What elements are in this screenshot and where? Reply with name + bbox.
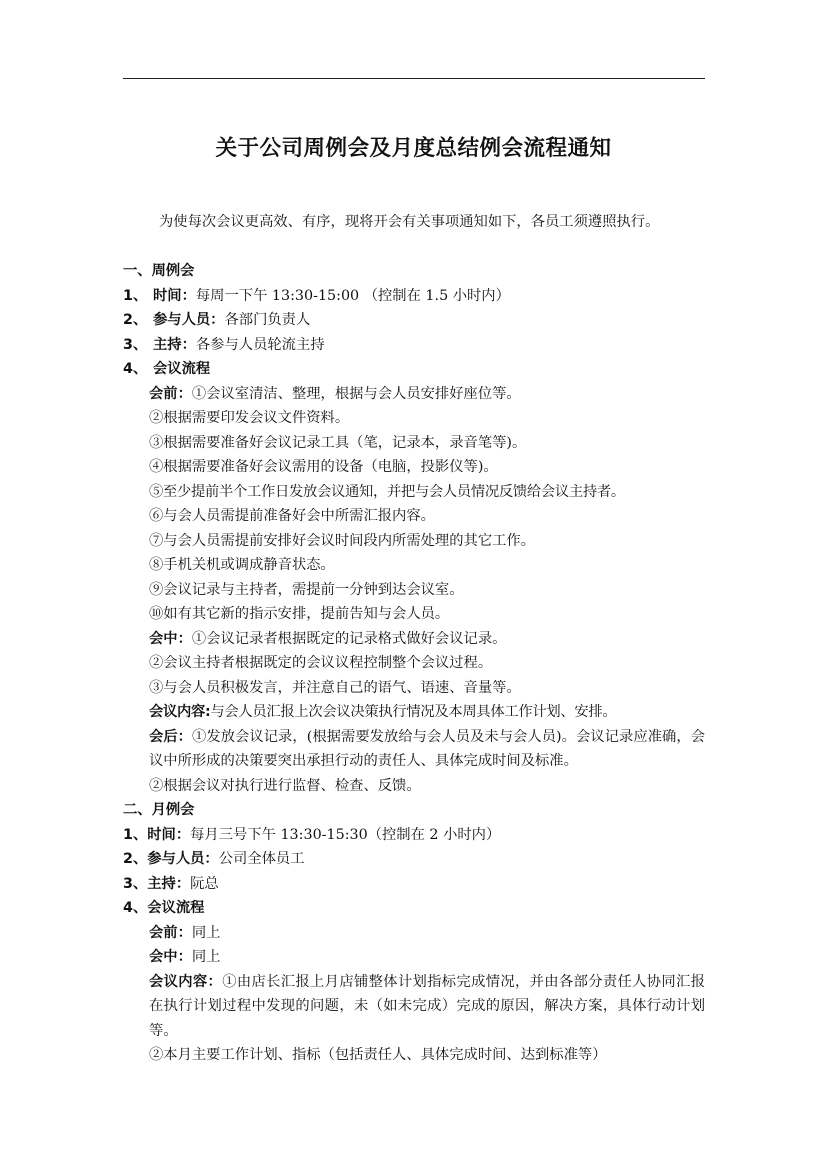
phase-label: 会前： <box>149 385 192 402</box>
list-item: ③根据需要准备好会议记录工具（笔，记录本，录音笔等)。 <box>149 434 527 451</box>
phase-label: 会后： <box>149 728 193 745</box>
content-text: 同上 <box>191 949 221 965</box>
list-item: ②会议主持者根据既定的会议议程控制整个会议过程。 <box>149 655 493 671</box>
item-label: 主持： <box>147 875 191 892</box>
item-number: 1、 <box>123 287 148 304</box>
weekly-during-line <box>123 627 705 652</box>
weekly-before-line <box>123 382 705 407</box>
phase-label: 会议内容: <box>149 704 211 720</box>
section-heading-monthly: 二、月例会 <box>123 802 195 818</box>
item-number: 3、 <box>123 875 148 892</box>
item-text: 每周一下午 13:30-15:00 （控制在 1.5 小时内） <box>195 287 510 304</box>
content-text: ①由店长汇报上月店铺整体计划指标完成情况，并由各部分责任人协同汇报在执行计划过程中发现的问题，未（如未完成）完成的原因，解决方案，具体行动计划等。 <box>149 973 705 1039</box>
item-number: 4、 <box>123 900 148 916</box>
item-label: 参与人员： <box>153 312 225 328</box>
item-number: 2、 <box>123 851 148 867</box>
header-rule <box>123 78 705 79</box>
phase-label: 会中： <box>149 949 192 965</box>
weekly-content-line <box>123 700 705 725</box>
monthly-before-line <box>123 921 705 946</box>
item-number: 1、 <box>123 826 148 843</box>
item-label: 会议流程 <box>153 361 211 377</box>
list-item: ⑩如有其它新的指示安排，提前告知与会人员。 <box>149 606 450 622</box>
list-item: ③与会人员积极发言，并注意自己的语气、语速、音量等。 <box>149 679 521 696</box>
item-label: 主持： <box>153 336 196 353</box>
monthly-time <box>123 823 705 848</box>
item-label: 会议流程 <box>147 900 205 916</box>
item-text: 每月三号下午 13:30-15:30（控制在 2 小时内） <box>190 826 501 843</box>
item-label: 参与人员： <box>147 851 219 867</box>
list-item: ⑥与会人员需提前准备好会中所需汇报内容。 <box>149 508 435 524</box>
list-item: ②本月主要工作计划、指标（包括责任人、具体完成时间、达到标准等） <box>149 1047 607 1063</box>
item-number: 2、 <box>123 312 148 328</box>
monthly-host <box>123 872 705 897</box>
list-item: ⑦与会人员需提前安排好会议时间段内所需处理的其它工作。 <box>149 532 536 549</box>
weekly-participants <box>123 308 705 333</box>
monthly-process-heading <box>123 896 705 921</box>
weekly-after-line <box>123 725 705 774</box>
list-item: ⑧手机关机或调成静音状态。 <box>149 557 335 573</box>
monthly-participants <box>123 847 705 872</box>
list-item: ①会议记录者根据既定的记录格式做好会议记录。 <box>191 630 507 647</box>
item-number: 3、 <box>123 336 148 353</box>
list-item: ①会议室清洁、整理，根据与会人员安排好座位等。 <box>191 385 521 402</box>
item-label: 时间： <box>153 287 196 304</box>
list-item: ⑤至少提前半个工作日发放会议通知，并把与会人员情况反馈给会议主持者。 <box>149 483 625 500</box>
monthly-during-line <box>123 945 705 970</box>
weekly-process-heading <box>123 357 705 382</box>
intro-paragraph: 为使每次会议更高效、有序，现将开会有关事项通知如下，各员工须遵照执行。 <box>159 214 660 230</box>
item-text: 公司全体员工 <box>218 851 305 867</box>
document-body <box>123 210 705 1068</box>
phase-label: 会议内容： <box>149 973 223 990</box>
content-text: ①发放会议记录，(根据需要发放给与会人员及未与会人员)。会议记录应准确，会议中所形成的决策要突出承担行动的责任人、具体完成时间及标准。 <box>149 728 706 769</box>
weekly-time <box>123 284 705 309</box>
item-number: 4、 <box>123 361 148 377</box>
item-text: 阮总 <box>190 875 219 892</box>
document-title: 关于公司周例会及月度总结例会流程通知 <box>215 136 612 161</box>
spacer <box>123 235 705 260</box>
weekly-host <box>123 333 705 358</box>
item-label: 时间： <box>147 826 191 843</box>
item-text: 各部门负责人 <box>224 312 311 328</box>
section-heading-weekly: 一、周例会 <box>123 263 195 279</box>
phase-label: 会中： <box>149 630 192 647</box>
list-item: ②根据会议对执行进行监督、检查、反馈。 <box>149 777 421 794</box>
content-text: 同上 <box>191 924 221 941</box>
phase-label: 会前： <box>149 924 192 941</box>
list-item: ④根据需要准备好会议需用的设备（电脑，投影仪等)。 <box>149 459 498 475</box>
item-text: 各参与人员轮流主持 <box>195 336 325 353</box>
monthly-content-line <box>123 970 705 1044</box>
content-text: 与会人员汇报上次会议决策执行情况及本周具体工作计划、安排。 <box>210 704 617 720</box>
list-item: ⑨会议记录与主持者，需提前一分钟到达会议室。 <box>149 581 464 598</box>
list-item: ②根据需要印发会议文件资料。 <box>149 410 350 426</box>
